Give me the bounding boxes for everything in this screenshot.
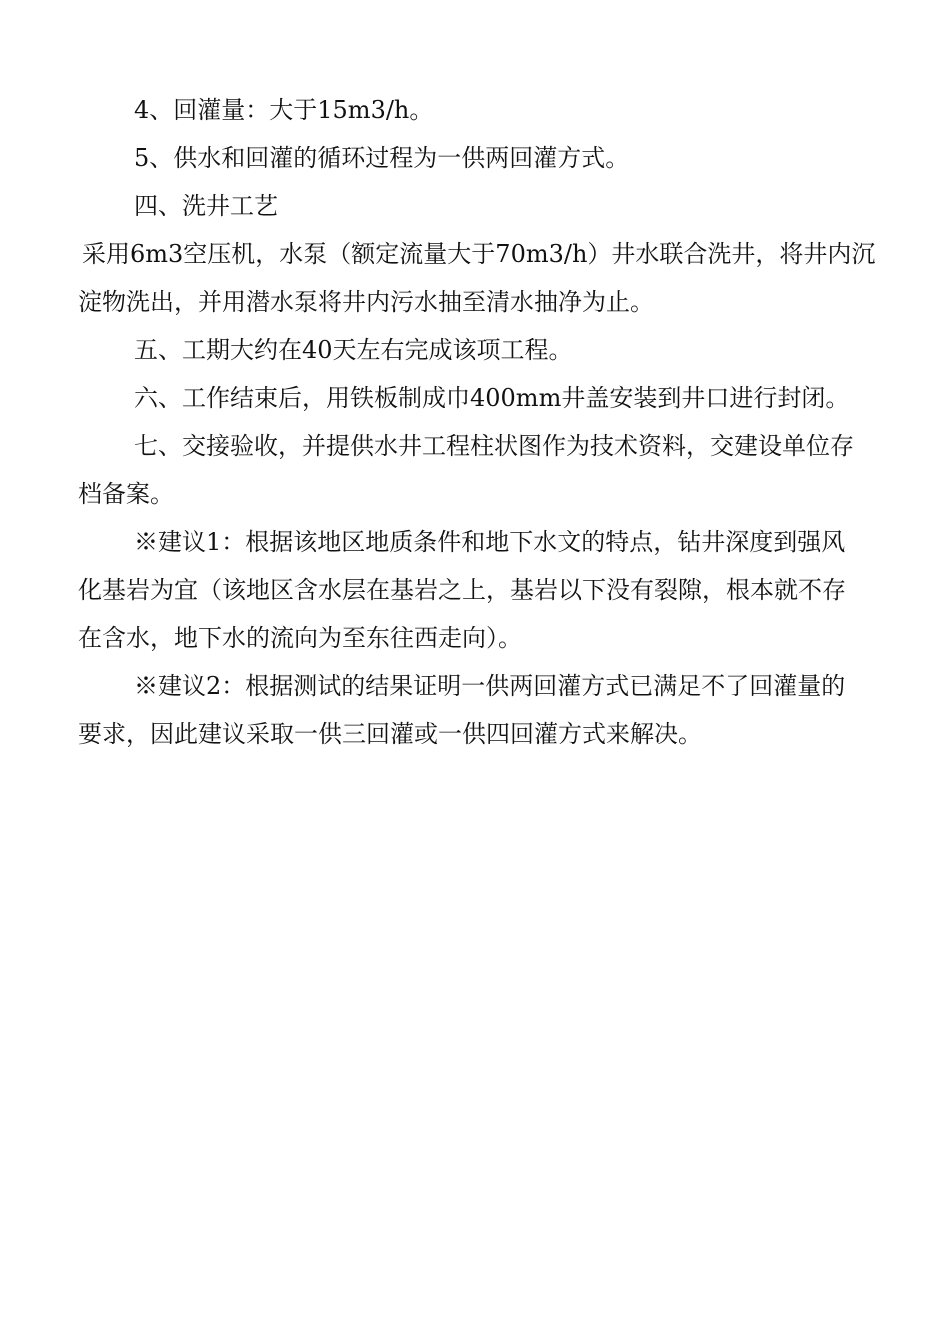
text-line: 五、工期大约在40天左右完成该项工程。 [134, 336, 573, 364]
text-line: 5、供水和回灌的循环过程为一供两回灌方式。 [134, 144, 630, 172]
paragraph-well-cover [78, 374, 898, 422]
text-line: ※建议1：根据该地区地质条件和地下水文的特点，钻井深度到强风 [134, 528, 846, 556]
text-line: 七、交接验收，并提供水井工程柱状图作为技术资料，交建设单位存 [134, 432, 854, 460]
paragraph-well-washing-process [78, 230, 898, 326]
text-line: 采用6m3空压机，水泵（额定流量大于70m3/h）井水联合洗井，将井内沉 [82, 240, 876, 268]
text-line: ※建议2：根据测试的结果证明一供两回灌方式已满足不了回灌量的 [134, 672, 846, 700]
paragraph-recharge-volume [78, 86, 898, 134]
text-line: 淀物洗出，并用潜水泵将井内污水抽至清水抽净为止。 [78, 288, 654, 316]
text-line: 六、工作结束后，用铁板制成巾400mm井盖安装到井口进行封闭。 [134, 384, 850, 412]
text-line: 档备案。 [78, 480, 174, 508]
paragraph-acceptance [78, 422, 898, 518]
paragraph-suggestion-2 [78, 662, 898, 758]
text-line: 4、回灌量：大于15m3/h。 [134, 96, 434, 124]
paragraph-supply-recharge-cycle [78, 134, 898, 182]
paragraph-suggestion-1 [78, 518, 898, 662]
text-line: 在含水，地下水的流向为至东往西走向）。 [78, 624, 522, 652]
text-line: 化基岩为宜（该地区含水层在基岩之上，基岩以下没有裂隙，根本就不存 [78, 576, 846, 604]
text-line: 要求，因此建议采取一供三回灌或一供四回灌方式来解决。 [78, 720, 702, 748]
document-body [78, 86, 898, 758]
paragraph-schedule [78, 326, 898, 374]
text-line: 四、洗井工艺 [134, 192, 278, 220]
section-heading-well-washing [78, 182, 898, 230]
